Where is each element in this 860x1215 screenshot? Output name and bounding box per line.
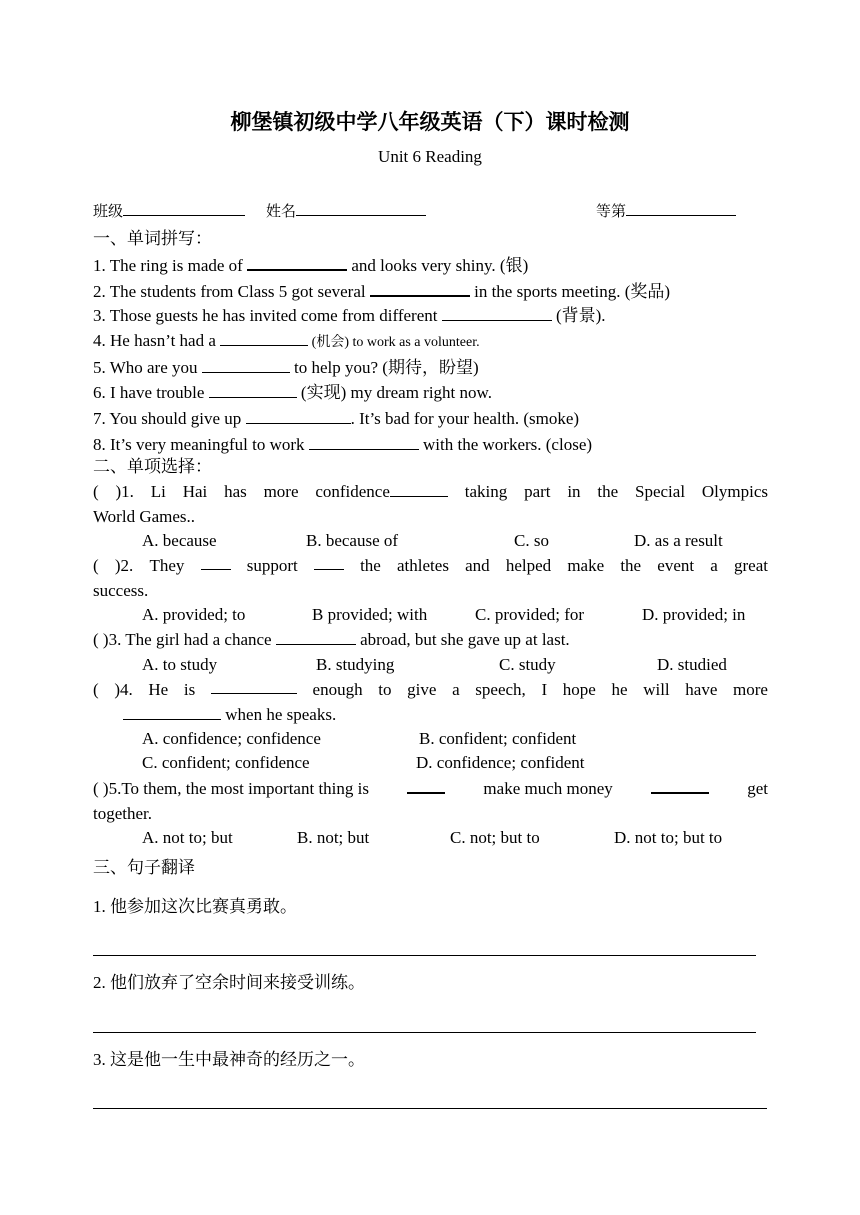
choice-question-2: ( )2. They support the athletes and helped make the event a great success. — [93, 556, 768, 600]
spelling-item-2: 2. The students from Class 5 got several in the sports meeting. (奖品) — [93, 282, 671, 301]
option-a[interactable]: A. because — [142, 531, 217, 550]
translation-item-2: 2. 他们放弃了空余时间来接受训练。 — [93, 973, 365, 992]
name-label: 姓名 — [266, 204, 297, 220]
option-b[interactable]: B. studying — [316, 655, 395, 674]
translation-answer-line-2[interactable] — [93, 1032, 756, 1033]
option-a[interactable]: A. not to; but — [142, 828, 233, 847]
choice-question-3: ( )3. The girl had a chance abroad, but she gave up at last. — [93, 630, 570, 649]
grade-blank[interactable] — [626, 200, 736, 216]
option-d[interactable]: D. studied — [657, 655, 727, 674]
answer-blank[interactable] — [202, 357, 290, 373]
option-d[interactable]: D. not to; but to — [614, 828, 723, 847]
spelling-item-1: 1. The ring is made of and looks very shiny. (银) — [93, 256, 529, 275]
answer-blank[interactable] — [247, 254, 347, 271]
section2-heading: 二、单项选择： — [93, 457, 212, 476]
translation-answer-line-3[interactable] — [93, 1108, 767, 1109]
answer-blank[interactable] — [442, 305, 552, 321]
class-label: 班级 — [93, 204, 124, 220]
option-c[interactable]: C. provided; for — [475, 605, 585, 624]
class-field — [93, 200, 245, 223]
answer-blank[interactable] — [390, 481, 448, 497]
grade-field — [596, 200, 736, 223]
answer-blank[interactable] — [309, 434, 419, 450]
answer-blank[interactable] — [246, 408, 351, 424]
spelling-item-7: 7. You should give up . It’s bad for your health. (smoke) — [93, 409, 580, 428]
option-a[interactable]: A. to study — [142, 655, 218, 674]
option-c[interactable]: C. not; but to — [450, 828, 540, 847]
option-b[interactable]: B provided; with — [312, 605, 428, 624]
option-d[interactable]: D. provided; in — [642, 605, 746, 624]
option-b[interactable]: B. because of — [306, 531, 399, 550]
answer-blank[interactable] — [201, 554, 231, 570]
option-d[interactable]: D. as a result — [634, 531, 723, 550]
spelling-item-8: 8. It’s very meaningful to work with the workers. (close) — [93, 435, 593, 454]
answer-blank[interactable] — [276, 629, 356, 645]
option-c[interactable]: C. confident; confidence — [142, 753, 310, 772]
answer-blank[interactable] — [370, 280, 470, 297]
choice-question-1: ( )1. Li Hai has more confidence taking part in the Special Olympics World Games.. — [93, 482, 768, 526]
answer-blank[interactable] — [209, 382, 297, 398]
class-blank[interactable] — [123, 200, 245, 216]
spelling-item-4: 4. He hasn’t had a (机会) to work as a volunteer. — [93, 331, 480, 350]
answer-blank[interactable] — [123, 704, 221, 720]
option-a[interactable]: A. provided; to — [142, 605, 246, 624]
translation-item-1: 1. 他参加这次比赛真勇敢。 — [93, 897, 297, 916]
answer-blank[interactable] — [407, 777, 445, 794]
choice-question-4: ( )4. He is enough to give a speech, I hope he will have more when he speaks. — [93, 680, 768, 724]
spelling-item-5: 5. Who are you to help you? (期待，盼望) — [93, 358, 479, 377]
spelling-item-6: 6. I have trouble (实现) my dream right now. — [93, 383, 492, 402]
answer-blank[interactable] — [314, 554, 344, 570]
spelling-item-3: 3. Those guests he has invited come from different (背景). — [93, 306, 606, 325]
answer-blank[interactable] — [211, 678, 297, 694]
option-c[interactable]: C. study — [499, 655, 556, 674]
option-c[interactable]: C. so — [514, 531, 549, 550]
option-d[interactable]: D. confidence; confident — [416, 753, 585, 772]
name-blank[interactable] — [296, 200, 426, 216]
choice-question-5: ( )5.To them, the most important thing is make much money get together. — [93, 779, 768, 823]
translation-item-3: 3. 这是他一生中最神奇的经历之一。 — [93, 1050, 365, 1069]
option-a[interactable]: A. confidence; confidence — [142, 729, 321, 748]
section3-heading: 三、句子翻译 — [93, 858, 195, 877]
page-subtitle: Unit 6 Reading — [378, 147, 482, 166]
option-b[interactable]: B. confident; confident — [419, 729, 577, 748]
translation-answer-line-1[interactable] — [93, 955, 756, 956]
page-title: 柳堡镇初级中学八年级英语（下）课时检测 — [230, 110, 630, 134]
grade-label: 等第 — [596, 204, 627, 220]
answer-blank[interactable] — [220, 330, 308, 346]
option-b[interactable]: B. not; but — [297, 828, 370, 847]
name-field — [266, 200, 426, 223]
answer-blank[interactable] — [651, 777, 709, 794]
section1-heading: 一、单词拼写： — [93, 229, 212, 248]
